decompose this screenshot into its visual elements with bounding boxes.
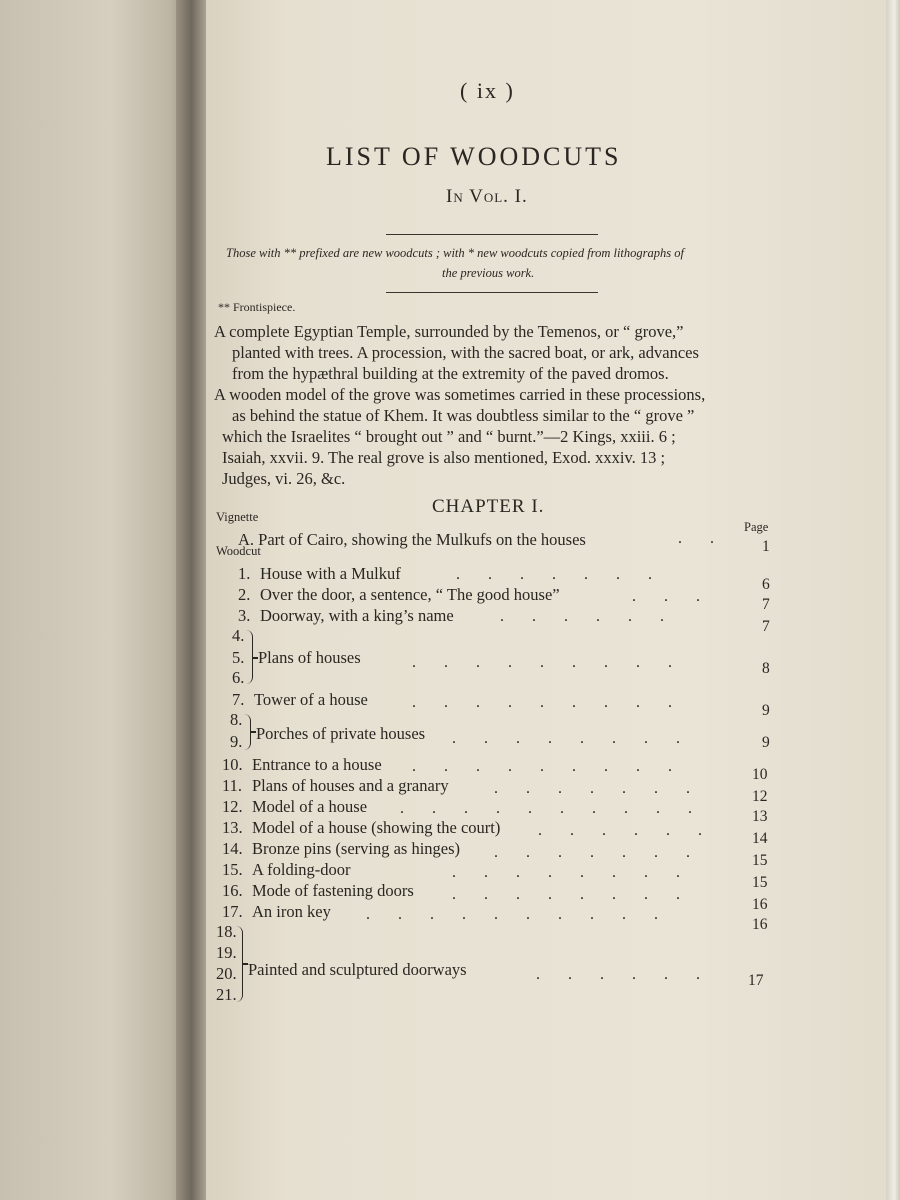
frontispiece-line: Isaiah, xxvii. 9. The real grove is also mentioned, Exod. xxxiv. 13 ; xyxy=(222,448,666,467)
page-subtitle: In Vol. I. xyxy=(446,186,528,207)
leader-dots: ...... xyxy=(500,608,692,625)
note-line-1: Those with ** prefixed are new woodcuts ; with * new woodcuts copied from lithographs of xyxy=(226,246,684,260)
entry-page: 7 xyxy=(762,618,770,635)
entry-number: 10. xyxy=(222,755,243,774)
vignette-entry: A. Part of Cairo, showing the Mulkufs on the houses xyxy=(238,530,586,549)
book-gutter xyxy=(176,0,210,1200)
entry-title: Porches of private houses xyxy=(256,724,426,743)
entry-number: 8. xyxy=(230,710,243,729)
leader-dots: ....... xyxy=(494,780,718,797)
woodcut-label: Woodcut xyxy=(216,544,261,558)
frontispiece-line: A complete Egyptian Temple, surrounded by the Temenos, or “ grove,” xyxy=(214,322,684,341)
leader-dots: ........ xyxy=(452,886,708,903)
frontispiece-line: which the Israelites “ brought out ” and “ burnt.”—2 Kings, xxiii. 6 ; xyxy=(222,427,676,446)
left-page xyxy=(0,0,200,1200)
entry-title: Model of a house xyxy=(252,797,368,816)
entry-page: 15 xyxy=(752,874,768,891)
page-number: ( ix ) xyxy=(460,78,515,103)
entry-number: 1. xyxy=(238,564,251,583)
entry-number: 2. xyxy=(238,585,251,604)
leader-dots: ...... xyxy=(536,966,728,983)
chapter-heading: CHAPTER I. xyxy=(432,496,545,517)
entry-title: A folding-door xyxy=(252,860,351,879)
entry-page: 14 xyxy=(752,830,768,847)
entry-number: 11. xyxy=(222,776,243,795)
leader-dots: ......... xyxy=(412,694,700,711)
entry-title: Over the door, a sentence, “ The good house” xyxy=(260,585,560,604)
entry-number: 6. xyxy=(232,668,245,687)
leader-dots: ...... xyxy=(538,822,730,839)
frontispiece-line: A wooden model of the grove was sometimes carried in these processions, xyxy=(214,385,706,404)
entry-title: An iron key xyxy=(252,902,331,921)
entry-page: 9 xyxy=(762,702,770,719)
entry-number: 21. xyxy=(216,985,237,1004)
entry-number: 3. xyxy=(238,606,251,625)
entry-number: 5. xyxy=(232,648,245,667)
entry-page: 17 xyxy=(748,972,764,989)
page-column-label: Page xyxy=(744,520,769,534)
entry-number: 14. xyxy=(222,839,243,858)
entry-number: 9. xyxy=(230,732,243,751)
entry-number: 13. xyxy=(222,818,243,837)
frontispiece-line: planted with trees. A procession, with the sacred boat, or ark, advances xyxy=(232,343,699,362)
entry-page: 13 xyxy=(752,808,768,825)
entry-page: 8 xyxy=(762,660,770,677)
entry-title: Model of a house (showing the court) xyxy=(252,818,501,837)
entry-title: Plans of houses xyxy=(258,648,361,667)
entry-title: Entrance to a house xyxy=(252,755,382,774)
leader-dots: ....... xyxy=(456,566,680,583)
entry-page: 7 xyxy=(762,596,770,613)
entry-page: 10 xyxy=(752,766,768,783)
page-title: LIST OF WOODCUTS xyxy=(326,142,622,171)
entry-title: Doorway, with a king’s name xyxy=(260,606,454,625)
entry-number: 19. xyxy=(216,943,237,962)
leader-dots: .. xyxy=(678,530,742,547)
entry-title: House with a Mulkuf xyxy=(260,564,401,583)
entry-page: 15 xyxy=(752,852,768,869)
frontispiece-line: from the hypæthral building at the extremity of the paved dromos. xyxy=(232,364,669,383)
divider-bottom xyxy=(386,292,598,293)
vignette-page: 1 xyxy=(762,538,770,555)
entry-title: Tower of a house xyxy=(254,690,368,709)
vignette-label: Vignette xyxy=(216,510,259,524)
divider-top xyxy=(386,234,598,235)
leader-dots: ........ xyxy=(452,730,708,747)
page-edge xyxy=(886,0,900,1200)
frontispiece-label: ** Frontispiece. xyxy=(218,300,296,314)
leader-dots: .......... xyxy=(366,906,686,923)
leader-dots: ........ xyxy=(452,864,708,881)
leader-dots: ......... xyxy=(412,654,700,671)
leader-dots: ......... xyxy=(412,758,700,775)
entry-number: 16. xyxy=(222,881,243,900)
entry-number: 15. xyxy=(222,860,243,879)
entry-page: 12 xyxy=(752,788,768,805)
entry-number: 7. xyxy=(232,690,245,709)
entry-page: 16 xyxy=(752,896,768,913)
entry-number: 12. xyxy=(222,797,243,816)
entry-page: 9 xyxy=(762,734,770,751)
entry-title: Painted and sculptured doorways xyxy=(248,960,467,979)
entry-number: 18. xyxy=(216,922,237,941)
entry-title: Mode of fastening doors xyxy=(252,881,414,900)
entry-number: 20. xyxy=(216,964,237,983)
entry-number: 4. xyxy=(232,626,245,645)
leader-dots: .......... xyxy=(400,800,720,817)
leader-dots: ....... xyxy=(494,844,718,861)
entry-page: 16 xyxy=(752,916,768,933)
entry-number: 17. xyxy=(222,902,243,921)
frontispiece-line: as behind the statue of Khem. It was doubtless similar to the “ grove ” xyxy=(232,406,695,425)
note-line-2: the previous work. xyxy=(442,266,535,280)
entry-title: Plans of houses and a granary xyxy=(252,776,449,795)
frontispiece-line: Judges, vi. 26, &c. xyxy=(222,469,346,488)
entry-page: 6 xyxy=(762,576,770,593)
entry-title: Bronze pins (serving as hinges) xyxy=(252,839,461,858)
leader-dots: ... xyxy=(632,588,728,605)
